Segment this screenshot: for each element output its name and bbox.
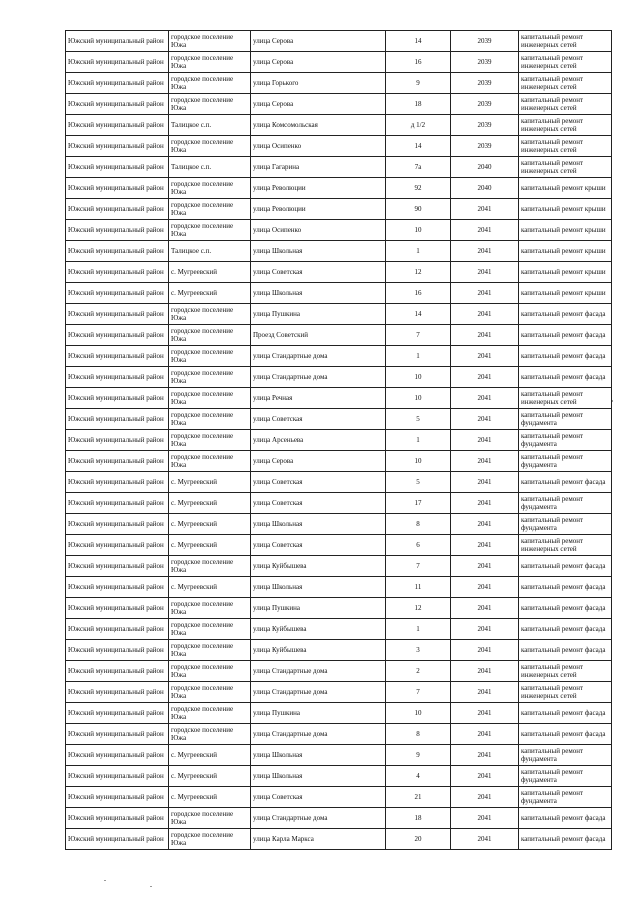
house-number-cell: 1 — [386, 346, 451, 367]
settlement-cell: городское поселение Южа — [169, 640, 251, 661]
table-row — [66, 640, 612, 661]
district-cell: Южский муниципальный район — [66, 808, 169, 829]
table-row — [66, 73, 612, 94]
district-cell: Южский муниципальный район — [66, 157, 169, 178]
settlement-cell: городское поселение Южа — [169, 829, 251, 850]
year-cell: 2040 — [451, 157, 519, 178]
table-row — [66, 304, 612, 325]
year-cell: 2041 — [451, 598, 519, 619]
work-type-cell: капитальный ремонт инженерных сетей — [519, 682, 612, 703]
district-cell: Южский муниципальный район — [66, 199, 169, 220]
year-cell: 2041 — [451, 703, 519, 724]
street-cell: улица Советская — [251, 493, 386, 514]
district-cell: Южский муниципальный район — [66, 388, 169, 409]
work-type-cell: капитальный ремонт фасада — [519, 325, 612, 346]
settlement-cell: Талицкое с.п. — [169, 115, 251, 136]
district-cell: Южский муниципальный район — [66, 304, 169, 325]
work-type-cell: капитальный ремонт фасада — [519, 703, 612, 724]
house-number-cell: 14 — [386, 304, 451, 325]
table-row — [66, 682, 612, 703]
settlement-cell: городское поселение Южа — [169, 52, 251, 73]
settlement-cell: с. Мугреевский — [169, 283, 251, 304]
house-number-cell: 4 — [386, 766, 451, 787]
house-number-cell: 9 — [386, 73, 451, 94]
repair-schedule-table — [65, 30, 612, 850]
house-number-cell: 90 — [386, 199, 451, 220]
table-row — [66, 136, 612, 157]
house-number-cell: 21 — [386, 787, 451, 808]
work-type-cell: капитальный ремонт инженерных сетей — [519, 52, 612, 73]
work-type-cell: капитальный ремонт фундамента — [519, 514, 612, 535]
year-cell: 2041 — [451, 346, 519, 367]
street-cell: улица Серова — [251, 451, 386, 472]
year-cell: 2041 — [451, 619, 519, 640]
street-cell: улица Пушкина — [251, 703, 386, 724]
house-number-cell: 7 — [386, 325, 451, 346]
table-row — [66, 409, 612, 430]
work-type-cell: капитальный ремонт крыши — [519, 220, 612, 241]
house-number-cell: 5 — [386, 472, 451, 493]
work-type-cell: капитальный ремонт фундамента — [519, 493, 612, 514]
street-cell: улица Стандартные дома — [251, 808, 386, 829]
table-row — [66, 829, 612, 850]
district-cell: Южский муниципальный район — [66, 409, 169, 430]
house-number-cell: 12 — [386, 262, 451, 283]
district-cell: Южский муниципальный район — [66, 829, 169, 850]
table-row — [66, 52, 612, 73]
district-cell: Южский муниципальный район — [66, 73, 169, 94]
house-number-cell: 16 — [386, 52, 451, 73]
district-cell: Южский муниципальный район — [66, 115, 169, 136]
street-cell: улица Стандартные дома — [251, 682, 386, 703]
year-cell: 2039 — [451, 94, 519, 115]
year-cell: 2041 — [451, 472, 519, 493]
year-cell: 2041 — [451, 451, 519, 472]
street-cell: улица Революции — [251, 199, 386, 220]
house-number-cell: 7а — [386, 157, 451, 178]
street-cell: улица Осипенко — [251, 220, 386, 241]
street-cell: улица Советская — [251, 535, 386, 556]
settlement-cell: с. Мугреевский — [169, 535, 251, 556]
year-cell: 2041 — [451, 640, 519, 661]
house-number-cell: 8 — [386, 514, 451, 535]
house-number-cell: 10 — [386, 388, 451, 409]
street-cell: улица Стандартные дома — [251, 367, 386, 388]
work-type-cell: капитальный ремонт фасада — [519, 304, 612, 325]
year-cell: 2041 — [451, 661, 519, 682]
house-number-cell: 92 — [386, 178, 451, 199]
work-type-cell: капитальный ремонт фасада — [519, 829, 612, 850]
district-cell: Южский муниципальный район — [66, 262, 169, 283]
table-row — [66, 367, 612, 388]
settlement-cell: городское поселение Южа — [169, 724, 251, 745]
house-number-cell: 6 — [386, 535, 451, 556]
district-cell: Южский муниципальный район — [66, 556, 169, 577]
table-row — [66, 262, 612, 283]
district-cell: Южский муниципальный район — [66, 619, 169, 640]
year-cell: 2041 — [451, 829, 519, 850]
house-number-cell: 1 — [386, 619, 451, 640]
district-cell: Южский муниципальный район — [66, 178, 169, 199]
table-row — [66, 115, 612, 136]
table-row — [66, 556, 612, 577]
house-number-cell: д 1/2 — [386, 115, 451, 136]
district-cell: Южский муниципальный район — [66, 766, 169, 787]
work-type-cell: капитальный ремонт фасада — [519, 640, 612, 661]
street-cell: улица Революции — [251, 178, 386, 199]
table-row — [66, 766, 612, 787]
table-row — [66, 178, 612, 199]
house-number-cell: 10 — [386, 451, 451, 472]
table-row — [66, 220, 612, 241]
table-row — [66, 283, 612, 304]
scan-speck — [612, 400, 613, 402]
work-type-cell: капитальный ремонт крыши — [519, 283, 612, 304]
district-cell: Южский муниципальный район — [66, 724, 169, 745]
street-cell: улица Советская — [251, 262, 386, 283]
house-number-cell: 17 — [386, 493, 451, 514]
settlement-cell: Талицкое с.п. — [169, 157, 251, 178]
year-cell: 2039 — [451, 115, 519, 136]
table-row — [66, 514, 612, 535]
settlement-cell: городское поселение Южа — [169, 367, 251, 388]
work-type-cell: капитальный ремонт крыши — [519, 178, 612, 199]
table-row — [66, 661, 612, 682]
street-cell: улица Осипенко — [251, 136, 386, 157]
district-cell: Южский муниципальный район — [66, 283, 169, 304]
street-cell: улица Серова — [251, 94, 386, 115]
table-row — [66, 493, 612, 514]
work-type-cell: капитальный ремонт инженерных сетей — [519, 115, 612, 136]
street-cell: улица Советская — [251, 787, 386, 808]
house-number-cell: 8 — [386, 724, 451, 745]
street-cell: улица Школьная — [251, 241, 386, 262]
district-cell: Южский муниципальный район — [66, 703, 169, 724]
table-row — [66, 346, 612, 367]
settlement-cell: с. Мугреевский — [169, 514, 251, 535]
year-cell: 2041 — [451, 367, 519, 388]
table-row — [66, 745, 612, 766]
year-cell: 2041 — [451, 724, 519, 745]
settlement-cell: городское поселение Южа — [169, 808, 251, 829]
street-cell: улица Комсомольская — [251, 115, 386, 136]
table-row — [66, 325, 612, 346]
house-number-cell: 10 — [386, 367, 451, 388]
street-cell: улица Арсеньева — [251, 430, 386, 451]
settlement-cell: городское поселение Южа — [169, 703, 251, 724]
house-number-cell: 14 — [386, 31, 451, 52]
district-cell: Южский муниципальный район — [66, 514, 169, 535]
work-type-cell: капитальный ремонт инженерных сетей — [519, 73, 612, 94]
district-cell: Южский муниципальный район — [66, 346, 169, 367]
year-cell: 2041 — [451, 409, 519, 430]
table-row — [66, 430, 612, 451]
settlement-cell: городское поселение Южа — [169, 409, 251, 430]
street-cell: улица Советская — [251, 409, 386, 430]
street-cell: улица Стандартные дома — [251, 661, 386, 682]
work-type-cell: капитальный ремонт фасада — [519, 619, 612, 640]
house-number-cell: 9 — [386, 745, 451, 766]
settlement-cell: городское поселение Южа — [169, 136, 251, 157]
table-row — [66, 199, 612, 220]
settlement-cell: городское поселение Южа — [169, 682, 251, 703]
settlement-cell: с. Мугреевский — [169, 493, 251, 514]
district-cell: Южский муниципальный район — [66, 640, 169, 661]
work-type-cell: капитальный ремонт фасада — [519, 556, 612, 577]
street-cell: улица Гагарина — [251, 157, 386, 178]
district-cell: Южский муниципальный район — [66, 493, 169, 514]
district-cell: Южский муниципальный район — [66, 787, 169, 808]
work-type-cell: капитальный ремонт фасада — [519, 367, 612, 388]
street-cell: улица Стандартные дома — [251, 724, 386, 745]
house-number-cell: 3 — [386, 640, 451, 661]
district-cell: Южский муниципальный район — [66, 577, 169, 598]
district-cell: Южский муниципальный район — [66, 94, 169, 115]
district-cell: Южский муниципальный район — [66, 220, 169, 241]
district-cell: Южский муниципальный район — [66, 136, 169, 157]
settlement-cell: с. Мугреевский — [169, 745, 251, 766]
year-cell: 2039 — [451, 31, 519, 52]
table-row — [66, 451, 612, 472]
table-row — [66, 535, 612, 556]
house-number-cell: 1 — [386, 430, 451, 451]
street-cell: улица Школьная — [251, 577, 386, 598]
table-row — [66, 94, 612, 115]
table-row — [66, 577, 612, 598]
table-row — [66, 787, 612, 808]
street-cell: улица Серова — [251, 31, 386, 52]
year-cell: 2041 — [451, 682, 519, 703]
house-number-cell: 2 — [386, 661, 451, 682]
settlement-cell: городское поселение Южа — [169, 220, 251, 241]
settlement-cell: Талицкое с.п. — [169, 241, 251, 262]
street-cell: улица Горького — [251, 73, 386, 94]
work-type-cell: капитальный ремонт инженерных сетей — [519, 535, 612, 556]
settlement-cell: с. Мугреевский — [169, 472, 251, 493]
district-cell: Южский муниципальный район — [66, 472, 169, 493]
work-type-cell: капитальный ремонт крыши — [519, 241, 612, 262]
year-cell: 2041 — [451, 766, 519, 787]
street-cell: улица Карла Маркса — [251, 829, 386, 850]
house-number-cell: 18 — [386, 808, 451, 829]
table-row — [66, 241, 612, 262]
work-type-cell: капитальный ремонт фасада — [519, 346, 612, 367]
work-type-cell: капитальный ремонт фасада — [519, 724, 612, 745]
work-type-cell: капитальный ремонт инженерных сетей — [519, 94, 612, 115]
year-cell: 2041 — [451, 787, 519, 808]
work-type-cell: капитальный ремонт фундамента — [519, 766, 612, 787]
year-cell: 2041 — [451, 556, 519, 577]
street-cell: улица Школьная — [251, 766, 386, 787]
table-row — [66, 388, 612, 409]
street-cell: улица Пушкина — [251, 598, 386, 619]
settlement-cell: городское поселение Южа — [169, 619, 251, 640]
settlement-cell: городское поселение Южа — [169, 178, 251, 199]
scan-speck — [104, 880, 106, 881]
work-type-cell: капитальный ремонт крыши — [519, 199, 612, 220]
year-cell: 2041 — [451, 493, 519, 514]
work-type-cell: капитальный ремонт крыши — [519, 262, 612, 283]
year-cell: 2041 — [451, 262, 519, 283]
settlement-cell: с. Мугреевский — [169, 262, 251, 283]
house-number-cell: 18 — [386, 94, 451, 115]
street-cell: улица Речная — [251, 388, 386, 409]
table-row — [66, 31, 612, 52]
house-number-cell: 12 — [386, 598, 451, 619]
work-type-cell: капитальный ремонт инженерных сетей — [519, 388, 612, 409]
year-cell: 2041 — [451, 388, 519, 409]
district-cell: Южский муниципальный район — [66, 535, 169, 556]
settlement-cell: городское поселение Южа — [169, 199, 251, 220]
house-number-cell: 11 — [386, 577, 451, 598]
year-cell: 2041 — [451, 577, 519, 598]
year-cell: 2041 — [451, 304, 519, 325]
work-type-cell: капитальный ремонт инженерных сетей — [519, 661, 612, 682]
year-cell: 2041 — [451, 220, 519, 241]
year-cell: 2039 — [451, 52, 519, 73]
year-cell: 2039 — [451, 136, 519, 157]
settlement-cell: городское поселение Южа — [169, 325, 251, 346]
district-cell: Южский муниципальный район — [66, 325, 169, 346]
settlement-cell: городское поселение Южа — [169, 451, 251, 472]
work-type-cell: капитальный ремонт фасада — [519, 808, 612, 829]
house-number-cell: 10 — [386, 220, 451, 241]
settlement-cell: городское поселение Южа — [169, 31, 251, 52]
settlement-cell: городское поселение Южа — [169, 388, 251, 409]
table-row — [66, 598, 612, 619]
year-cell: 2041 — [451, 514, 519, 535]
scan-speck — [150, 886, 152, 887]
street-cell: улица Стандартные дома — [251, 346, 386, 367]
table-body — [66, 31, 612, 850]
settlement-cell: с. Мугреевский — [169, 766, 251, 787]
work-type-cell: капитальный ремонт инженерных сетей — [519, 157, 612, 178]
settlement-cell: городское поселение Южа — [169, 73, 251, 94]
house-number-cell: 20 — [386, 829, 451, 850]
year-cell: 2041 — [451, 808, 519, 829]
table-row — [66, 619, 612, 640]
year-cell: 2041 — [451, 325, 519, 346]
district-cell: Южский муниципальный район — [66, 367, 169, 388]
house-number-cell: 7 — [386, 556, 451, 577]
street-cell: Проезд Советский — [251, 325, 386, 346]
district-cell: Южский муниципальный район — [66, 682, 169, 703]
house-number-cell: 1 — [386, 241, 451, 262]
house-number-cell: 14 — [386, 136, 451, 157]
settlement-cell: с. Мугреевский — [169, 787, 251, 808]
work-type-cell: капитальный ремонт фасада — [519, 598, 612, 619]
settlement-cell: городское поселение Южа — [169, 304, 251, 325]
settlement-cell: городское поселение Южа — [169, 661, 251, 682]
district-cell: Южский муниципальный район — [66, 598, 169, 619]
work-type-cell: капитальный ремонт фундамента — [519, 430, 612, 451]
table-row — [66, 724, 612, 745]
district-cell: Южский муниципальный район — [66, 451, 169, 472]
house-number-cell: 5 — [386, 409, 451, 430]
work-type-cell: капитальный ремонт инженерных сетей — [519, 136, 612, 157]
street-cell: улица Школьная — [251, 745, 386, 766]
house-number-cell: 16 — [386, 283, 451, 304]
work-type-cell: капитальный ремонт фундамента — [519, 451, 612, 472]
district-cell: Южский муниципальный район — [66, 430, 169, 451]
street-cell: улица Советская — [251, 472, 386, 493]
work-type-cell: капитальный ремонт фасада — [519, 472, 612, 493]
district-cell: Южский муниципальный район — [66, 241, 169, 262]
work-type-cell: капитальный ремонт фасада — [519, 577, 612, 598]
district-cell: Южский муниципальный район — [66, 52, 169, 73]
district-cell: Южский муниципальный район — [66, 31, 169, 52]
street-cell: улица Школьная — [251, 283, 386, 304]
street-cell: улица Серова — [251, 52, 386, 73]
year-cell: 2041 — [451, 430, 519, 451]
district-cell: Южский муниципальный район — [66, 661, 169, 682]
street-cell: улица Пушкина — [251, 304, 386, 325]
settlement-cell: городское поселение Южа — [169, 346, 251, 367]
table-row — [66, 808, 612, 829]
street-cell: улица Куйбышева — [251, 619, 386, 640]
year-cell: 2041 — [451, 241, 519, 262]
work-type-cell: капитальный ремонт фундамента — [519, 745, 612, 766]
year-cell: 2041 — [451, 745, 519, 766]
year-cell: 2041 — [451, 199, 519, 220]
settlement-cell: городское поселение Южа — [169, 598, 251, 619]
settlement-cell: городское поселение Южа — [169, 556, 251, 577]
work-type-cell: капитальный ремонт фундамента — [519, 787, 612, 808]
settlement-cell: городское поселение Южа — [169, 94, 251, 115]
work-type-cell: капитальный ремонт фундамента — [519, 409, 612, 430]
street-cell: улица Куйбышева — [251, 640, 386, 661]
year-cell: 2040 — [451, 178, 519, 199]
year-cell: 2041 — [451, 535, 519, 556]
table-row — [66, 157, 612, 178]
house-number-cell: 7 — [386, 682, 451, 703]
district-cell: Южский муниципальный район — [66, 745, 169, 766]
settlement-cell: городское поселение Южа — [169, 430, 251, 451]
street-cell: улица Куйбышева — [251, 556, 386, 577]
table-row — [66, 703, 612, 724]
year-cell: 2041 — [451, 283, 519, 304]
house-number-cell: 10 — [386, 703, 451, 724]
year-cell: 2039 — [451, 73, 519, 94]
street-cell: улица Школьная — [251, 514, 386, 535]
work-type-cell: капитальный ремонт инженерных сетей — [519, 31, 612, 52]
table-row — [66, 472, 612, 493]
settlement-cell: с. Мугреевский — [169, 577, 251, 598]
